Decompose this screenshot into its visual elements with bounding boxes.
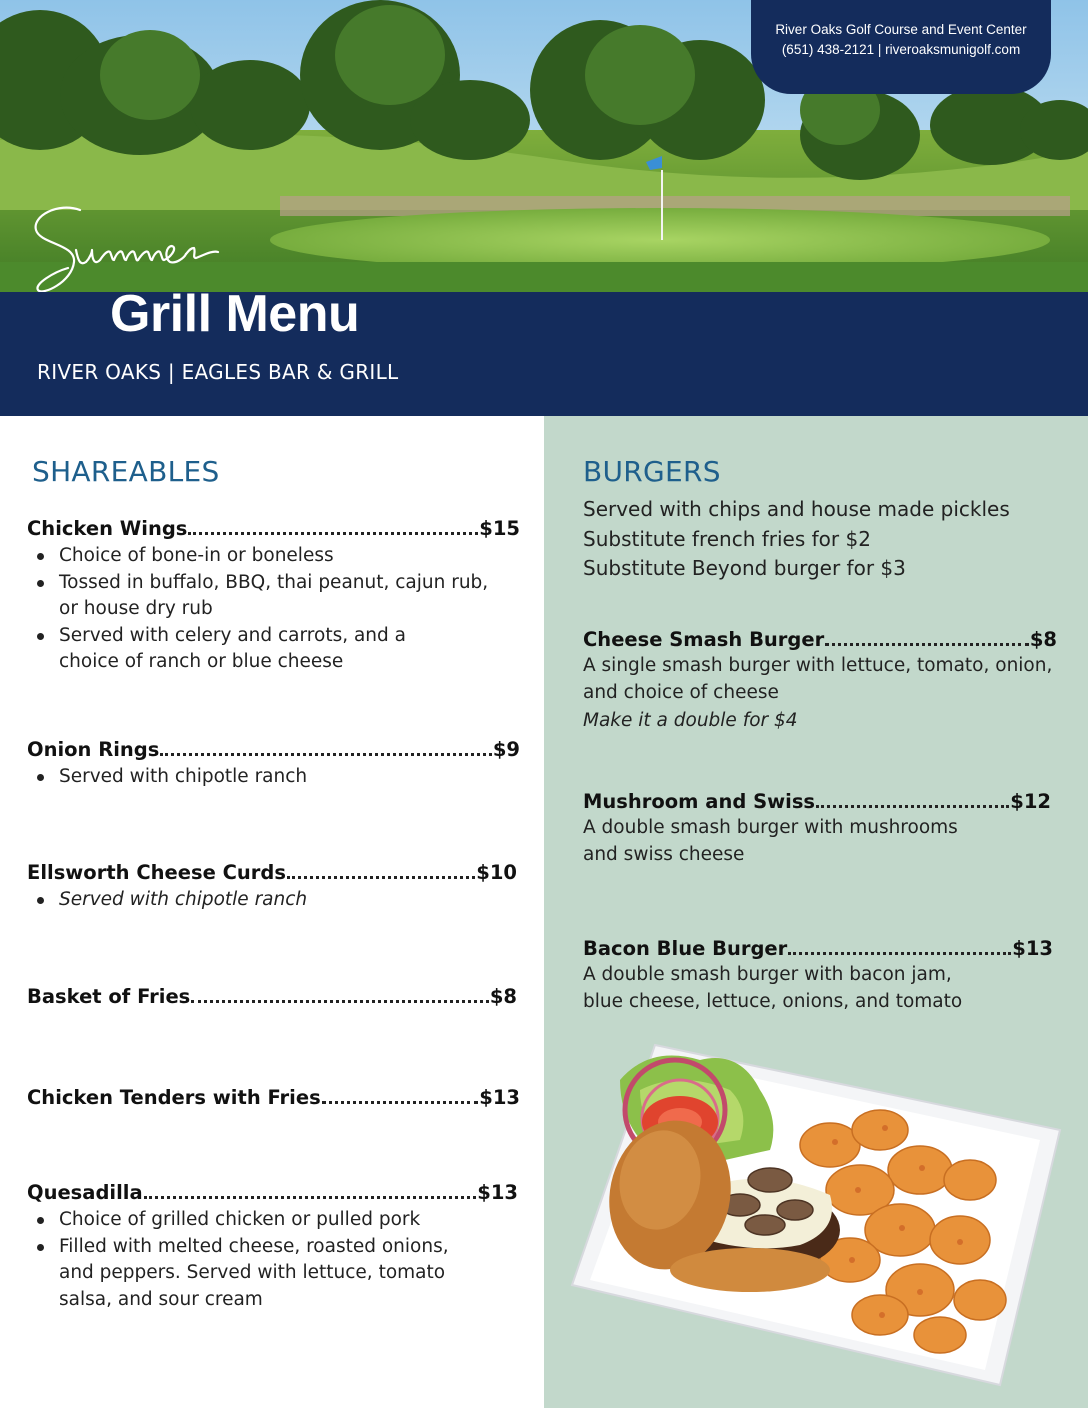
dot-leader bbox=[322, 1101, 479, 1104]
dot-leader bbox=[816, 805, 1009, 808]
burger-and-chips-photo bbox=[560, 1030, 1080, 1400]
menu-item-cheese-curds bbox=[27, 861, 517, 914]
item-name: Quesadilla bbox=[27, 1181, 143, 1204]
item-detail: Served with chipotle ranch bbox=[27, 764, 520, 791]
item-name: Bacon Blue Burger bbox=[583, 937, 788, 960]
menu-item-mushroom-swiss bbox=[583, 790, 1051, 868]
dot-leader bbox=[160, 753, 492, 756]
dot-leader bbox=[825, 643, 1029, 646]
item-description: A double smash burger with mushrooms and swiss cheese bbox=[583, 817, 958, 865]
item-description: A single smash burger with lettuce, tomato, onion, and choice of cheese bbox=[583, 655, 1053, 703]
item-price: $13 bbox=[479, 1086, 520, 1109]
item-description: A double smash burger with bacon jam, blue cheese, lettuce, onions, and tomato bbox=[583, 964, 963, 1012]
menu-item-cheese-smash-burger bbox=[583, 628, 1057, 735]
item-name: Chicken Wings bbox=[27, 517, 188, 540]
dot-leader bbox=[188, 532, 478, 535]
item-detail: Served with celery and carrots, and a choice of ranch or blue cheese bbox=[27, 623, 497, 676]
item-detail: Choice of grilled chicken or pulled pork bbox=[27, 1207, 467, 1234]
item-name: Mushroom and Swiss bbox=[583, 790, 816, 813]
item-price: $13 bbox=[1012, 937, 1053, 960]
item-price: $12 bbox=[1010, 790, 1051, 813]
menu-item-basket-of-fries bbox=[27, 985, 517, 1008]
burgers-intro bbox=[583, 495, 1010, 584]
intro-line: Served with chips and house made pickles bbox=[583, 497, 1010, 521]
dot-leader bbox=[144, 1196, 477, 1199]
shareables-heading: SHAREABLES bbox=[32, 455, 220, 488]
item-price: $8 bbox=[489, 985, 517, 1008]
item-price: $10 bbox=[476, 861, 517, 884]
item-name: Onion Rings bbox=[27, 738, 160, 761]
item-name: Chicken Tenders with Fries bbox=[27, 1086, 321, 1109]
item-price: $8 bbox=[1029, 628, 1057, 651]
menu-item-chicken-tenders bbox=[27, 1086, 520, 1109]
item-note: Make it a double for $4 bbox=[583, 710, 798, 731]
page-title: Grill Menu bbox=[110, 285, 360, 343]
burgers-heading: BURGERS bbox=[583, 455, 721, 488]
menu-item-bacon-blue-burger bbox=[583, 937, 1053, 1015]
item-detail: Tossed in buffalo, BBQ, thai peanut, cajun rub, or house dry rub bbox=[27, 570, 497, 623]
dot-leader bbox=[788, 952, 1011, 955]
dot-leader bbox=[191, 1000, 489, 1003]
menu-item-chicken-wings bbox=[27, 517, 520, 676]
item-detail: Choice of bone-in or boneless bbox=[27, 543, 497, 570]
intro-line: Substitute french fries for $2 bbox=[583, 526, 871, 551]
item-price: $9 bbox=[492, 738, 520, 761]
menu-item-onion-rings bbox=[27, 738, 520, 791]
item-detail: Served with chipotle ranch bbox=[27, 887, 517, 914]
item-name: Ellsworth Cheese Curds bbox=[27, 861, 286, 884]
dot-leader bbox=[287, 876, 475, 879]
item-name: Basket of Fries bbox=[27, 985, 191, 1008]
contact-venue: River Oaks Golf Course and Event Center bbox=[775, 22, 1027, 37]
title-band bbox=[0, 285, 1088, 416]
item-price: $13 bbox=[477, 1181, 518, 1204]
contact-phone-web: (651) 438-2121 | riveroaksmunigolf.com bbox=[781, 42, 1021, 57]
menu-item-quesadilla bbox=[27, 1181, 518, 1313]
item-detail: Filled with melted cheese, roasted onions, and peppers. Served with lettuce, tomato salsa, and sour cream bbox=[27, 1234, 467, 1314]
contact-badge bbox=[751, 0, 1051, 94]
item-price: $15 bbox=[479, 517, 520, 540]
item-name: Cheese Smash Burger bbox=[583, 628, 825, 651]
page-subtitle: RIVER OAKS | EAGLES BAR & GRILL bbox=[37, 360, 399, 384]
intro-line: Substitute Beyond burger for $3 bbox=[583, 556, 906, 580]
